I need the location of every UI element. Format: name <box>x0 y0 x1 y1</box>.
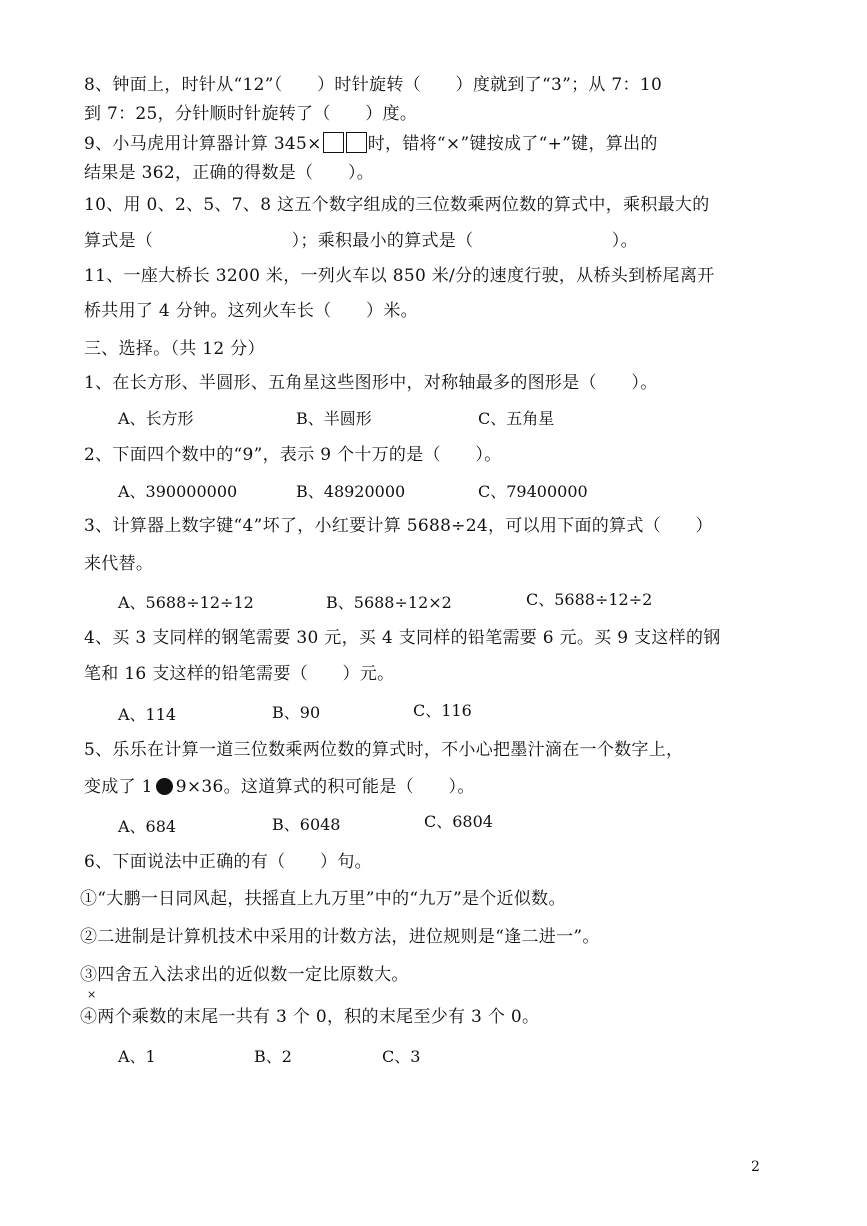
s3-q3-stem2: 来代替。 <box>84 554 154 574</box>
q9-line2: 结果是 362，正确的得数是（ ）。 <box>84 163 375 183</box>
q10-line1: 10、用 0、2、5、7、8 这五个数字组成的三位数乘两位数的算式中，乘积最大的 <box>84 195 710 215</box>
s3-q1-option-a: A、长方形 <box>118 409 194 428</box>
s3-q4-stem2: 笔和 16 支这样的铅笔需要（ ）元。 <box>84 664 395 684</box>
q11-line1: 11、一座大桥长 3200 米，一列火车以 850 米/分的速度行驶，从桥头到桥尾离开 <box>84 266 715 286</box>
s3-q1-stem: 1、在长方形、半圆形、五角星这些图形中，对称轴最多的图形是（ ）。 <box>84 373 658 393</box>
s3-q3-option-c: C、5688÷12÷2 <box>526 590 653 609</box>
s3-q4-option-b: B、90 <box>272 703 321 722</box>
s3-q6-option-a: A、1 <box>118 1047 156 1066</box>
s3-q6-statement-1: ①“大鹏一日同风起，扶摇直上九万里”中的“九万”是个近似数。 <box>80 889 566 909</box>
q8-line1: 8、钟面上，时针从“12”（ ）时针旋转（ ）度就到了“3”；从 7：10 <box>84 75 663 95</box>
s3-q5-text-before: 变成了 1 <box>84 777 153 797</box>
s3-q5-option-b: B、6048 <box>272 815 341 834</box>
s3-q3-stem: 3、计算器上数字键“4”坏了，小红要计算 5688÷24，可以用下面的算式（ ） <box>84 516 713 536</box>
s3-q4-option-c: C、116 <box>413 701 472 720</box>
s3-q6-stem: 6、下面说法中正确的有（ ）句。 <box>84 852 372 872</box>
s3-q4-option-a: A、114 <box>118 705 177 724</box>
q9-text-after: 时，错将“×”键按成了“+”键，算出的 <box>367 134 658 154</box>
s3-q4-stem: 4、买 3 支同样的钢笔需要 30 元，买 4 支同样的铅笔需要 6 元。买 9 支这样的钢 <box>84 628 721 648</box>
s3-q2-option-a: A、390000000 <box>118 482 238 501</box>
s3-q1-option-c: C、五角星 <box>478 409 555 428</box>
s3-q2-option-b: B、48920000 <box>296 482 406 501</box>
s3-q5-text-after: 9×36。这道算式的积可能是（ ）。 <box>175 777 475 797</box>
stray-mark-icon: × <box>87 988 97 1001</box>
q9-text-before: 9、小马虎用计算器计算 345× <box>84 134 322 154</box>
blank-box-1 <box>323 132 344 153</box>
s3-q6-statement-3: ③四舍五入法求出的近似数一定比原数大。 <box>80 965 409 985</box>
s3-q6-option-b: B、2 <box>254 1047 292 1066</box>
q9-line1 <box>84 132 658 155</box>
s3-q5-option-c: C、6804 <box>424 812 493 831</box>
s3-q3-option-b: B、5688÷12×2 <box>326 593 452 612</box>
s3-q6-statement-2: ②二进制是计算机技术中采用的计数方法，进位规则是“逢二进一”。 <box>80 927 600 947</box>
s3-q3-option-a: A、5688÷12÷12 <box>118 593 254 612</box>
s3-q6-option-c: C、3 <box>382 1047 421 1066</box>
s3-q5-stem: 5、乐乐在计算一道三位数乘两位数的算式时，不小心把墨汁滴在一个数字上， <box>84 740 684 760</box>
s3-q5-option-a: A、684 <box>118 817 177 836</box>
q8-line2: 到 7：25，分针顺时针旋转了（ ）度。 <box>84 104 418 124</box>
q11-line2: 桥共用了 4 分钟。这列火车长（ ）米。 <box>84 301 418 321</box>
s3-q2-option-c: C、79400000 <box>478 482 588 501</box>
blank-box-2 <box>346 132 367 153</box>
s3-q1-option-b: B、半圆形 <box>296 409 372 428</box>
ink-blot-icon <box>156 778 173 795</box>
s3-q5-stem2 <box>84 776 475 798</box>
q10-line2: 算式是（ ）；乘积最小的算式是（ ）。 <box>84 231 638 251</box>
page-number: 2 <box>751 1159 760 1175</box>
s3-q2-stem: 2、下面四个数中的“9”，表示 9 个十万的是（ ）。 <box>84 445 502 465</box>
section3-heading: 三、选择。（共 12 分） <box>84 339 265 359</box>
s3-q6-statement-4: ④两个乘数的末尾一共有 3 个 0，积的末尾至少有 3 个 0。 <box>80 1007 540 1027</box>
